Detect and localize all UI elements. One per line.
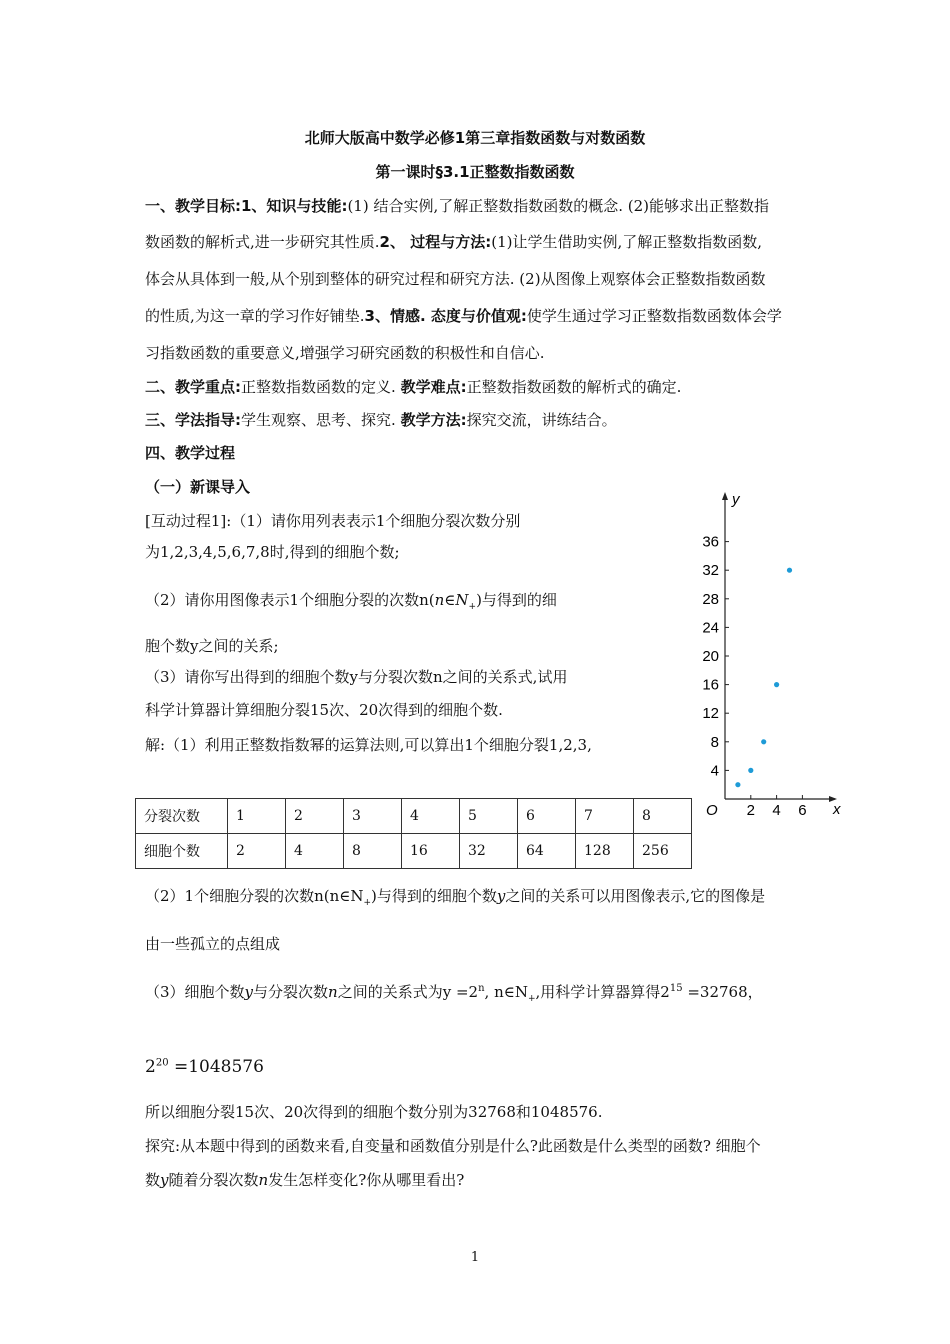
y-tick-label: 36 [702, 533, 719, 551]
table-cell: 2 [228, 834, 286, 869]
process-heading: 四、教学过程 [145, 444, 236, 462]
interact-q3: （3）请你写出得到的细胞个数y与分裂次数n之间的关系式,试用 [145, 668, 568, 686]
goals-line-4: 的性质,为这一章的学习作好铺垫.3、情感. 态度与价值观:使学生通过学习正整数指数函数体会学 [145, 307, 782, 325]
cell-division-table [135, 798, 692, 869]
x-tick-label: 6 [798, 802, 807, 818]
goals-line-1: 一、教学目标:1、知识与技能:(1) 结合实例,了解正整数指数函数的概念. (2)能够求出正整数指 [145, 197, 770, 215]
interact-q2b: 胞个数y之间的关系; [145, 637, 279, 655]
interact-q3b: 科学计算器计算细胞分裂15次、20次得到的细胞个数. [145, 701, 503, 719]
data-point [735, 782, 740, 787]
table-row-divisions [136, 799, 692, 834]
table-cell: 8 [634, 799, 692, 834]
table-cell: 256 [634, 834, 692, 869]
goals-line-2: 数函数的解析式,进一步研究其性质.2、 过程与方法:(1)让学生借助实例,了解正整数指数函数, [145, 233, 763, 251]
interact-q2: （2）请你用图像表示1个细胞分裂的次数$n(n\in N_+)$与得到的细 [145, 591, 557, 612]
y-tick-label: 24 [702, 619, 719, 637]
explore-line-2: 数y随着分裂次数n发生怎样变化?你从哪里看出? [145, 1171, 465, 1189]
table-header-cells: 细胞个数 [136, 834, 228, 869]
table-header-divisions: 分裂次数 [136, 799, 228, 834]
y-axis-label: y [732, 491, 740, 508]
page-number: 1 [470, 1250, 480, 1265]
data-point [774, 682, 779, 687]
solution-line: 解:（1）利用正整数指数幂的运算法则,可以算出1个细胞分裂1,2,3, [145, 736, 592, 754]
table-cell: 5 [460, 799, 518, 834]
doc-subtitle: 第一课时§3.1正整数指数函数 [375, 163, 575, 181]
interact-q1b: 为1,2,3,4,5,6,7,8时,得到的细胞个数; [145, 543, 400, 561]
data-point [787, 568, 792, 573]
origin-label: O [706, 802, 718, 818]
y-tick-label: 16 [702, 676, 719, 694]
key-points: 二、教学重点:正整数指数函数的定义. 教学难点:正整数指数函数的解析式的确定. [145, 378, 682, 396]
scatter-chart [695, 488, 855, 818]
y-tick-label: 4 [710, 762, 719, 780]
explore-line-1: 探究:从本题中得到的函数来看,自变量和函数值分别是什么?此函数是什么类型的函数? 细胞个 [145, 1137, 761, 1155]
table-cell: 7 [576, 799, 634, 834]
x-tick-label: 2 [746, 802, 755, 818]
table-cell: 128 [576, 834, 634, 869]
table-cell: 32 [460, 834, 518, 869]
conclusion: 所以细胞分裂15次、20次得到的细胞个数分别为32768和1048576. [145, 1103, 603, 1121]
goals-line-3: 体会从具体到一般,从个别到整体的研究过程和研究方法. (2)从图像上观察体会正整数指数函数 [145, 270, 766, 288]
answer-3b: $2^{20} =1048576$ [145, 1057, 264, 1077]
y-tick-label: 32 [702, 562, 719, 580]
table-cell: 8 [344, 834, 402, 869]
y-tick-label: 8 [710, 733, 719, 751]
doc-title: 北师大版高中数学必修1第三章指数函数与对数函数 [304, 129, 646, 147]
data-point [761, 739, 766, 744]
data-point [748, 768, 753, 773]
intro-heading: （一）新课导入 [145, 478, 251, 496]
answer-2b: 由一些孤立的点组成 [145, 935, 281, 953]
answer-2: （2）1个细胞分裂的次数$n(n\in N_+)$与得到的细胞个数y之间的关系可以用图像表示,它的图像是 [145, 887, 766, 908]
study-method: 三、学法指导:学生观察、思考、探究. 教学方法:探究交流，讲练结合。 [145, 411, 617, 429]
table-cell: 1 [228, 799, 286, 834]
y-axis-arrow [722, 492, 728, 500]
table-cell: 6 [518, 799, 576, 834]
interact-q1: [互动过程1]:（1）请你用列表表示1个细胞分裂次数分别 [145, 512, 521, 530]
table-cell: 4 [286, 834, 344, 869]
answer-3: （3）细胞个数y与分裂次数n之间的关系式为$y =2^n$, $n\in N_+$,用科学计算器算得$2^{15} =32768$， [145, 983, 763, 1004]
table-cell: 16 [402, 834, 460, 869]
y-tick-label: 28 [702, 590, 719, 608]
table-cell: 64 [518, 834, 576, 869]
goals-line-5: 习指数函数的重要意义,增强学习研究函数的积极性和自信心. [145, 344, 545, 362]
x-tick-label: 4 [772, 802, 781, 818]
x-axis-label: x [833, 801, 841, 818]
table-cell: 3 [344, 799, 402, 834]
table-cell: 2 [286, 799, 344, 834]
y-tick-label: 20 [702, 648, 719, 665]
y-tick-label: 12 [702, 705, 719, 723]
table-cell: 4 [402, 799, 460, 834]
table-row-cells [136, 834, 692, 869]
